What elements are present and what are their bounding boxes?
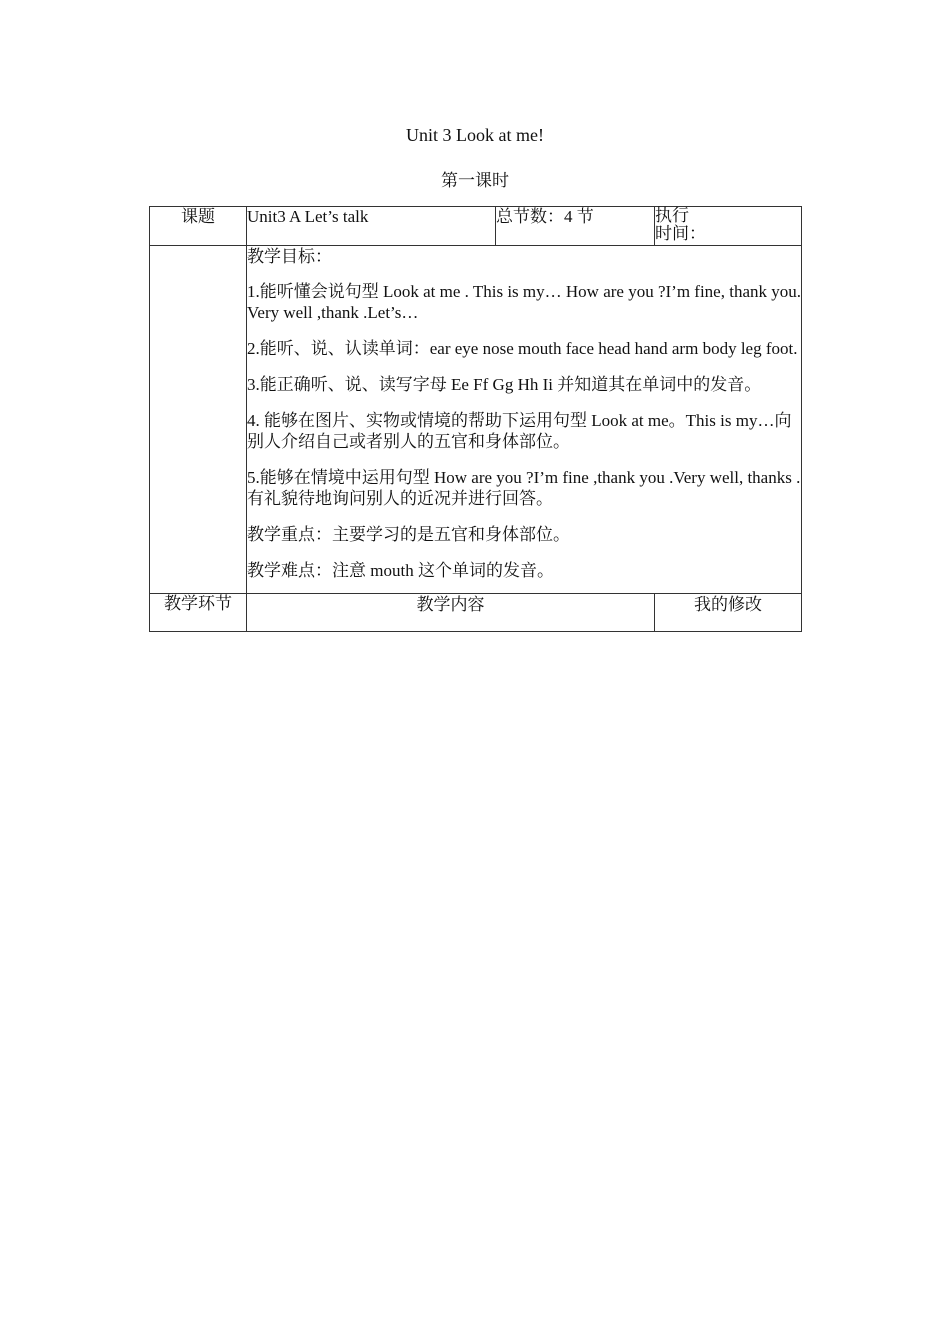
objective-item: 1.能听懂会说句型 Look at me . This is my… How are you ?I’m fine, thank you. Very well ,thank .Let’s… — [247, 282, 801, 322]
topic-label: 课题 — [181, 207, 215, 226]
lesson-plan-table — [149, 206, 802, 632]
document-subtitle: 第一课时 — [441, 171, 509, 190]
objective-item: 4. 能够在图片、实物或情境的帮助下运用句型 Look at me。This is my…向别人介绍自己或者别人的五官和身体部位。 — [247, 411, 792, 451]
total-periods: 总节数：4 节 — [496, 207, 594, 226]
objective-item: 3.能正确听、说、读写字母 Ee Ff Gg Hh Ii 并知道其在单词中的发音。 — [247, 375, 762, 394]
objectives-cell — [247, 246, 802, 594]
revision-label-cell — [655, 594, 802, 632]
objective-item: 5.能够在情境中运用句型 How are you ?I’m fine ,thank you .Very well, thanks .有礼貌待地询问别人的近况并进行回答。 — [247, 468, 801, 508]
revision-label: 我的修改 — [694, 595, 762, 614]
difficulties: 教学难点：注意 mouth 这个单词的发音。 — [247, 561, 554, 580]
topic-label-cell — [150, 207, 247, 246]
objectives-blank-cell — [150, 246, 247, 594]
footer-row — [150, 594, 802, 632]
topic-value-cell — [247, 207, 496, 246]
objectives-heading: 教学目标： — [247, 247, 332, 266]
objectives-row — [150, 246, 802, 594]
objective-item: 2.能听、说、认读单词：ear eye nose mouth face head hand arm body leg foot. — [247, 339, 798, 358]
document-title: Unit 3 Look at me! — [406, 125, 544, 145]
header-row — [150, 207, 802, 246]
exec-time-line1: 执行 — [655, 206, 689, 225]
exec-time-line2: 时间： — [655, 224, 706, 243]
total-periods-cell — [496, 207, 655, 246]
key-points: 教学重点：主要学习的是五官和身体部位。 — [247, 525, 570, 544]
stage-label-cell — [150, 594, 247, 632]
exec-time-cell — [655, 207, 802, 246]
topic-value: Unit3 A Let’s talk — [247, 207, 369, 226]
content-label: 教学内容 — [416, 595, 485, 614]
stage-label: 教学环节 — [164, 594, 232, 613]
content-label-cell — [247, 594, 655, 632]
